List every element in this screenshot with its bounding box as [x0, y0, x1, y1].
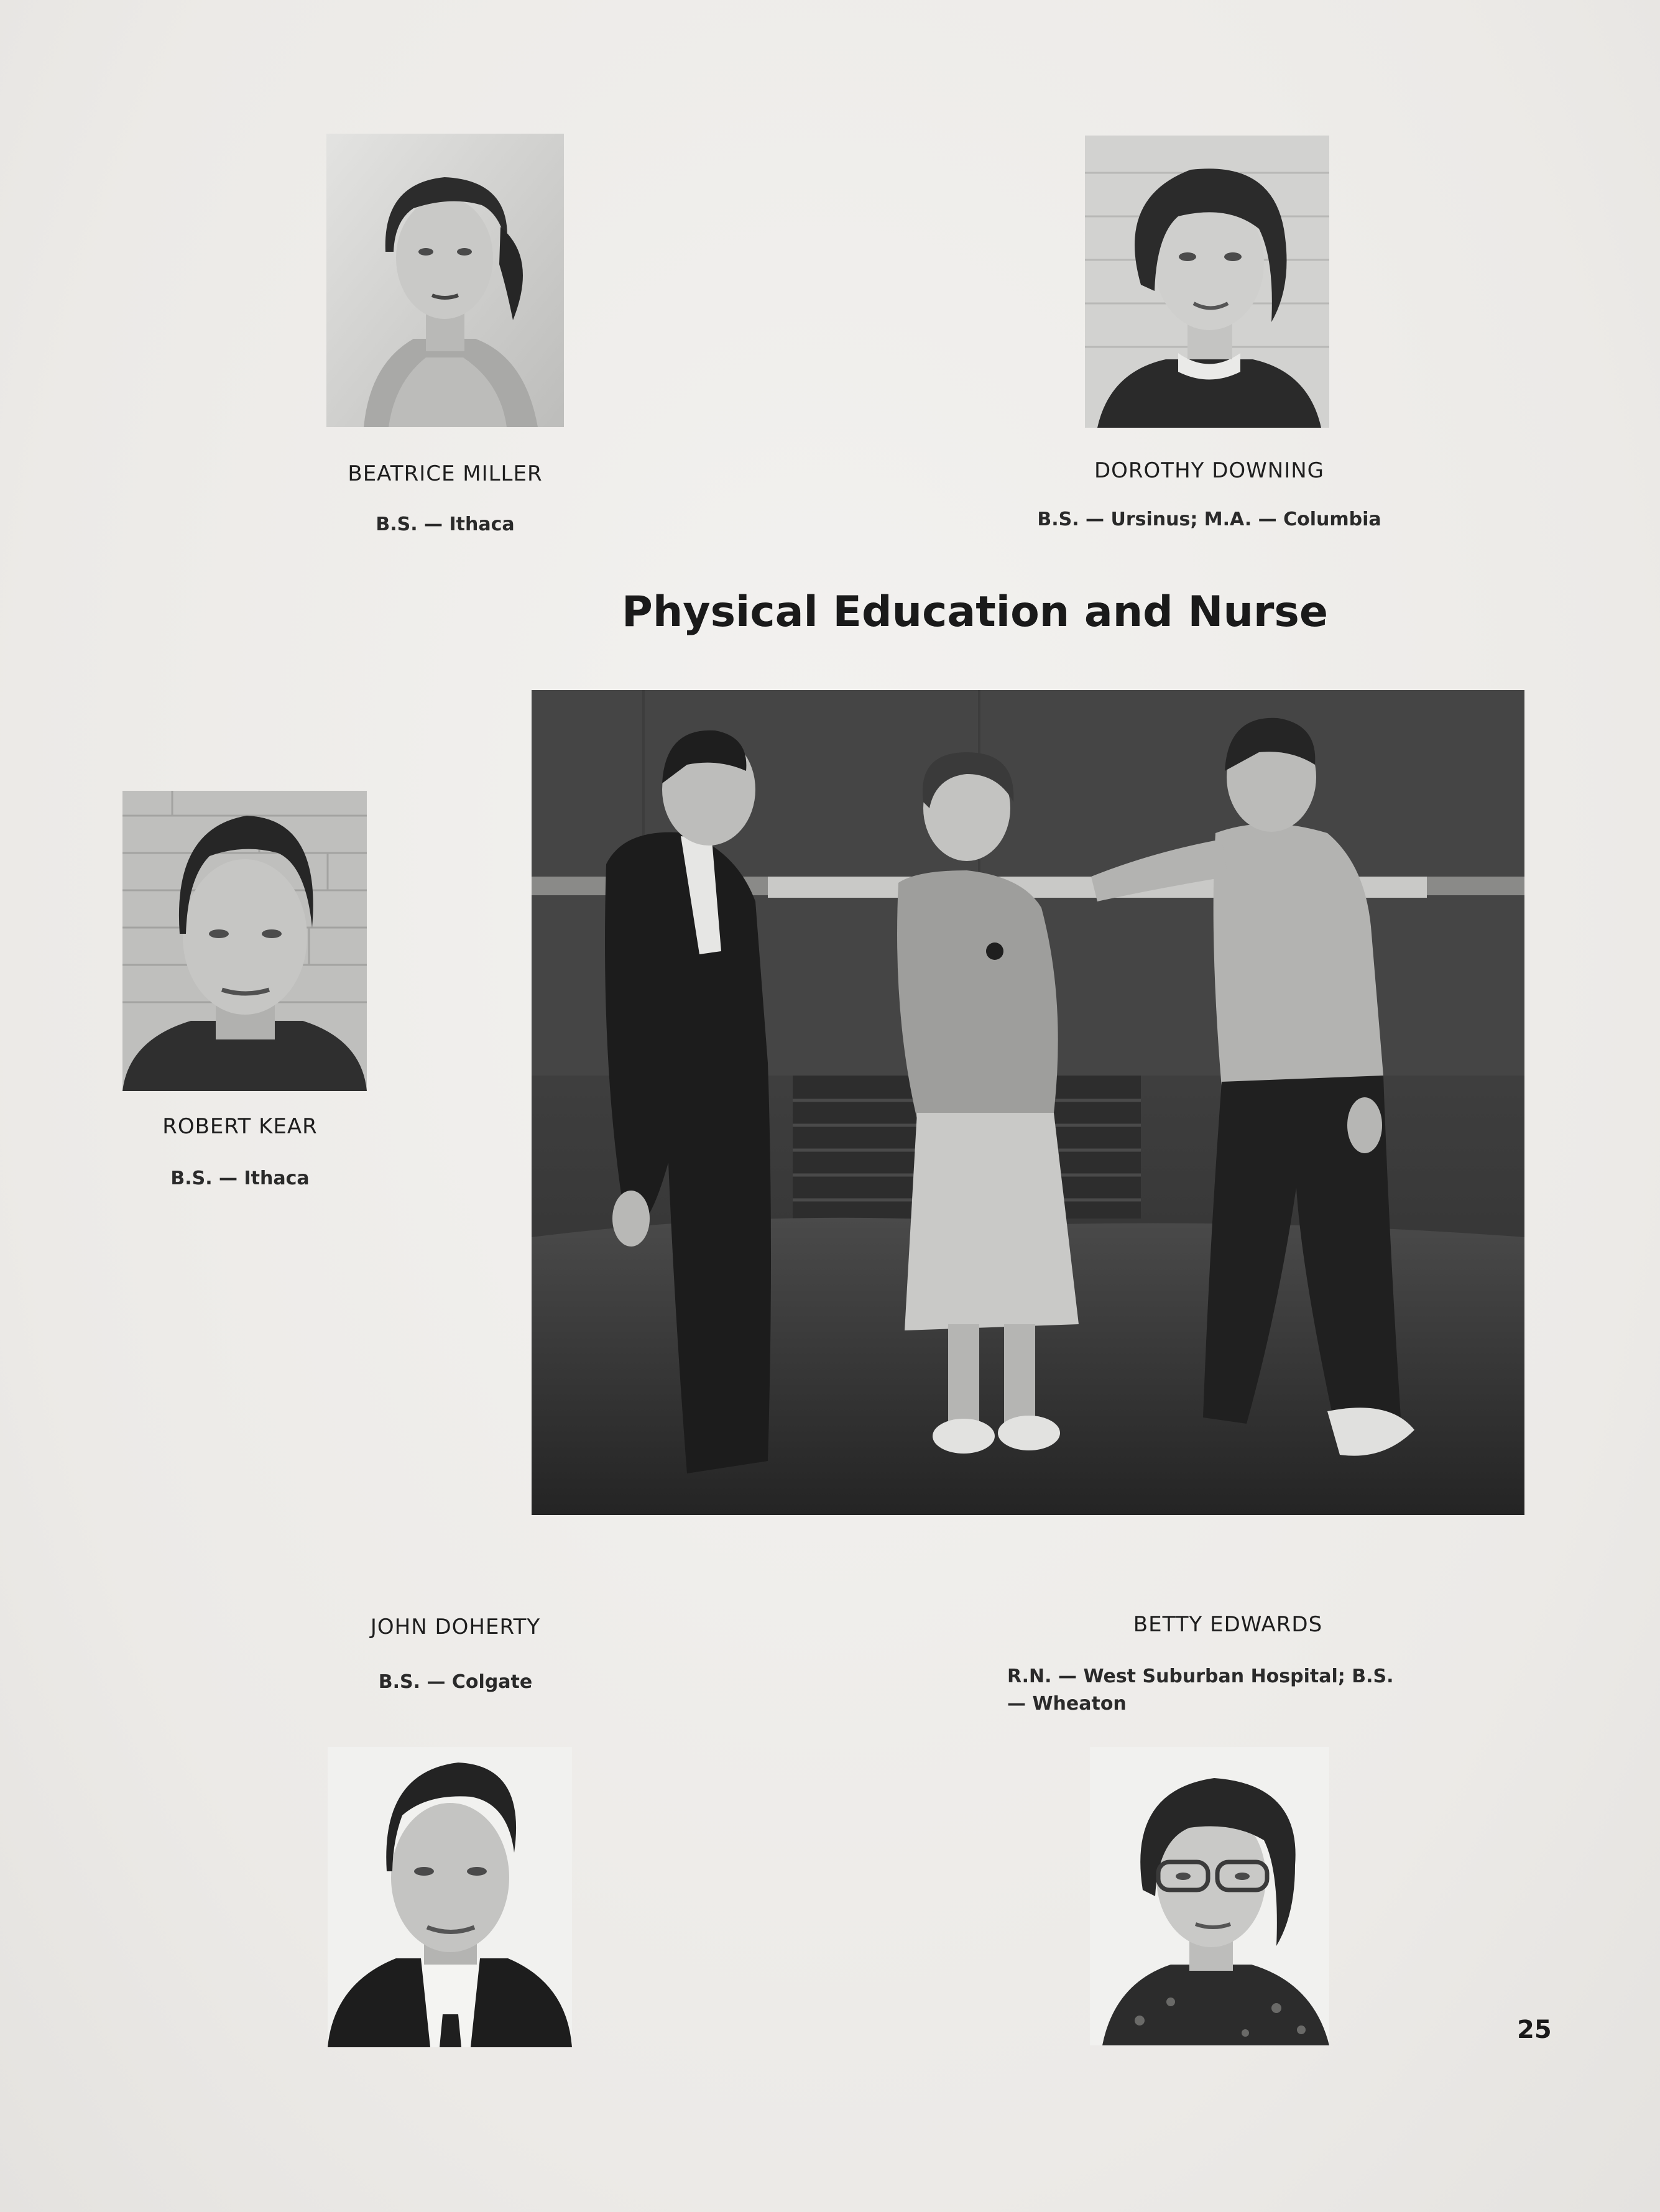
portrait-dorothy-downing	[1085, 136, 1329, 428]
portrait-robert-kear	[122, 791, 367, 1091]
degree-john-doherty: B.S. — Colgate	[378, 1671, 533, 1693]
name-john-doherty: JOHN DOHERTY	[370, 1615, 541, 1639]
name-dorothy-downing: DOROTHY DOWNING	[1094, 458, 1325, 483]
page-title: Physical Education and Nurse	[622, 588, 1328, 637]
degree-beatrice-miller: B.S. — Ithaca	[376, 514, 515, 535]
degree-robert-kear: B.S. — Ithaca	[170, 1168, 310, 1189]
group-photo	[532, 690, 1524, 1515]
degree-dorothy-downing: B.S. — Ursinus; M.A. — Columbia	[1037, 509, 1381, 530]
page-number: 25	[1517, 2016, 1552, 2044]
portrait-betty-edwards	[1090, 1747, 1329, 2045]
name-robert-kear: ROBERT KEAR	[162, 1114, 318, 1139]
name-betty-edwards: BETTY EDWARDS	[1133, 1612, 1323, 1637]
portrait-beatrice-miller	[326, 134, 564, 427]
degree-betty-edwards: R.N. — West Suburban Hospital; B.S. — Wheaton	[1007, 1666, 1394, 1715]
name-beatrice-miller: BEATRICE MILLER	[348, 461, 543, 486]
portrait-john-doherty	[328, 1747, 572, 2047]
